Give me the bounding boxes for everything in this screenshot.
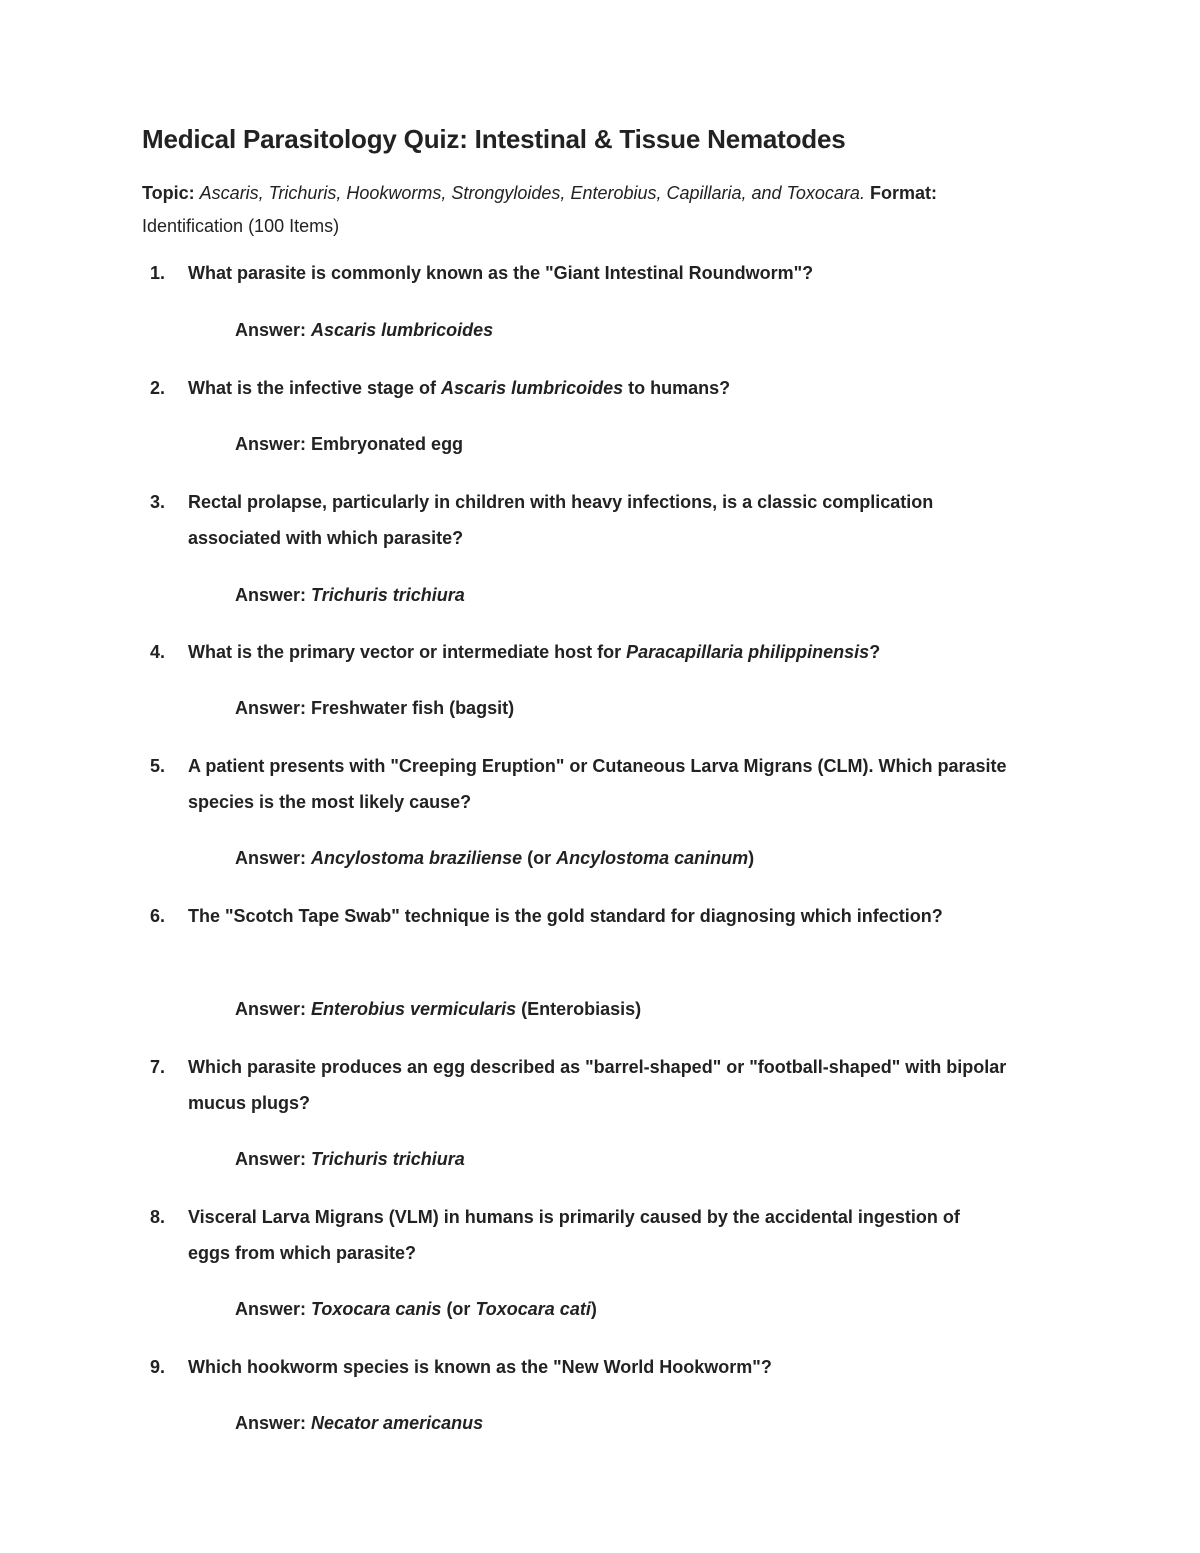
topic-value: Ascaris, Trichuris, Hookworms, Strongyloides, Enterobius, Capillaria, and Toxocara.: [199, 183, 865, 203]
answer: Answer: Toxocara canis (or Toxocara cati): [235, 1299, 597, 1319]
topic-label: Topic:: [142, 183, 195, 203]
format-label: Format:: [869, 183, 937, 203]
question-number: 4.: [150, 642, 166, 662]
question-number: 3.: [150, 492, 166, 512]
question-number: 1.: [150, 263, 166, 283]
answer: Answer: Trichuris trichiura: [235, 1149, 465, 1169]
question-text: What is the infective stage of Ascaris lumbricoides to humans?: [188, 378, 731, 398]
question-text: Rectal prolapse, particularly in children with heavy infections, is a classic complication associated with which parasite?: [188, 492, 934, 548]
question-text: Visceral Larva Migrans (VLM) in humans is primarily caused by the accidental ingestion of eggs from which parasite?: [188, 1207, 960, 1263]
answer: Answer: Ascaris lumbricoides: [235, 320, 494, 340]
topic-line: [142, 177, 1072, 243]
question-text: Which hookworm species is known as the "New World Hookworm"?: [188, 1357, 772, 1377]
answer: Answer: Freshwater fish (bagsit): [235, 698, 515, 718]
question-number: 7.: [150, 1057, 166, 1077]
question-number: 6.: [150, 906, 166, 926]
question-text: The "Scotch Tape Swab" technique is the gold standard for diagnosing which infection?: [188, 906, 943, 926]
answer: Answer: Necator americanus: [235, 1413, 484, 1433]
question-text: Which parasite produces an egg described as "barrel-shaped" or "football-shaped" with bipolar mucus plugs?: [188, 1057, 1007, 1113]
question-number: 8.: [150, 1207, 166, 1227]
question-number: 9.: [150, 1357, 166, 1377]
question-number: 5.: [150, 756, 166, 776]
question-number: 2.: [150, 378, 166, 398]
page-title: Medical Parasitology Quiz: Intestinal & Tissue Nematodes: [142, 124, 846, 154]
question-text: A patient presents with "Creeping Eruption" or Cutaneous Larva Migrans (CLM). Which parasite species is the most likely cause?: [188, 756, 1007, 812]
answer: Answer: Ancylostoma braziliense (or Ancylostoma caninum): [235, 848, 755, 868]
question-text: What is the primary vector or intermediate host for Paracapillaria philippinensis?: [188, 642, 881, 662]
answer: Answer: Embryonated egg: [235, 434, 464, 454]
question-text: What parasite is commonly known as the "Giant Intestinal Roundworm"?: [188, 263, 814, 283]
answer: Answer: Trichuris trichiura: [235, 585, 465, 605]
format-value: Identification (100 Items): [142, 216, 340, 236]
answer: Answer: Enterobius vermicularis (Enterobiasis): [235, 999, 642, 1019]
